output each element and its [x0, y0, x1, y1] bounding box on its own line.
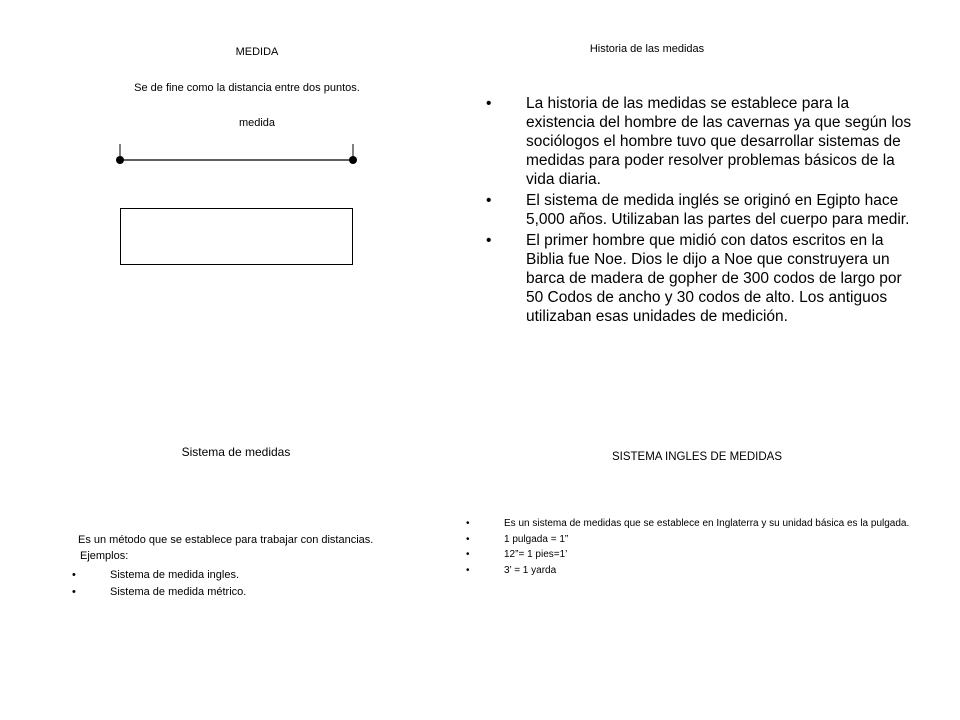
list-item: • La historia de las medidas se establece para la existencia del hombre de las cavernas ya que según los sociólogos el hombre tuvo que desarrollar sistemas de medidas para poder resolver problemas básicos de la vida diaria. — [486, 95, 912, 188]
bullet-icon: • — [466, 549, 470, 560]
segment-label: medida — [238, 117, 276, 129]
list-item: • 1 pulgada = 1” — [466, 533, 569, 545]
list-item: • El primer hombre que midió con datos escritos en la Biblia fue Noe. Dios le dijo a Noe que construyera un barca de madera de gopher de 300 codos de largo por 50 Codos de ancho y 30 codos de alto. Los antiguos utilizaban esas unidades de medición. — [486, 232, 902, 325]
sistema-list — [72, 567, 246, 601]
sistema-description: Es un método que se establece para trabajar con distancias. — [78, 534, 374, 546]
list-item: • El sistema de medida inglés se originó en Egipto hace 5,000 años. Utilizaban las partes del cuerpo para medir. — [486, 192, 910, 228]
bullet-icon: • — [466, 564, 470, 576]
bullet-icon: • — [466, 533, 470, 545]
list-item: • Sistema de medida ingles. — [72, 567, 246, 584]
list-item: • 12”= 1 pies=1’ — [466, 549, 568, 560]
bullet-icon: • — [486, 192, 492, 209]
ingles-list — [466, 518, 936, 580]
examples-label: Ejemplos: — [80, 550, 129, 562]
historia-list — [478, 94, 918, 328]
list-item: • 3’ = 1 yarda — [466, 564, 557, 576]
list-item: • Es un sistema de medidas que se establece en Inglaterra y su unidad básica es la pulgada. — [466, 518, 910, 529]
medida-definition: Se de fine como la distancia entre dos puntos. — [134, 82, 360, 94]
segment-right-point — [349, 156, 357, 164]
measure-diagram — [110, 140, 370, 270]
medida-title: MEDIDA — [235, 46, 279, 58]
empty-box — [121, 209, 353, 265]
bullet-icon: • — [72, 569, 76, 581]
ingles-title: SISTEMA INGLES DE MEDIDAS — [612, 451, 782, 463]
bullet-icon: • — [466, 518, 470, 529]
bullet-icon: • — [486, 232, 492, 249]
segment-left-point — [116, 156, 124, 164]
bullet-icon: • — [72, 586, 76, 598]
historia-title: Historia de las medidas — [589, 43, 705, 55]
bullet-icon: • — [486, 95, 492, 112]
list-item: • Sistema de medida métrico. — [72, 584, 246, 601]
sistema-title: Sistema de medidas — [181, 445, 291, 459]
